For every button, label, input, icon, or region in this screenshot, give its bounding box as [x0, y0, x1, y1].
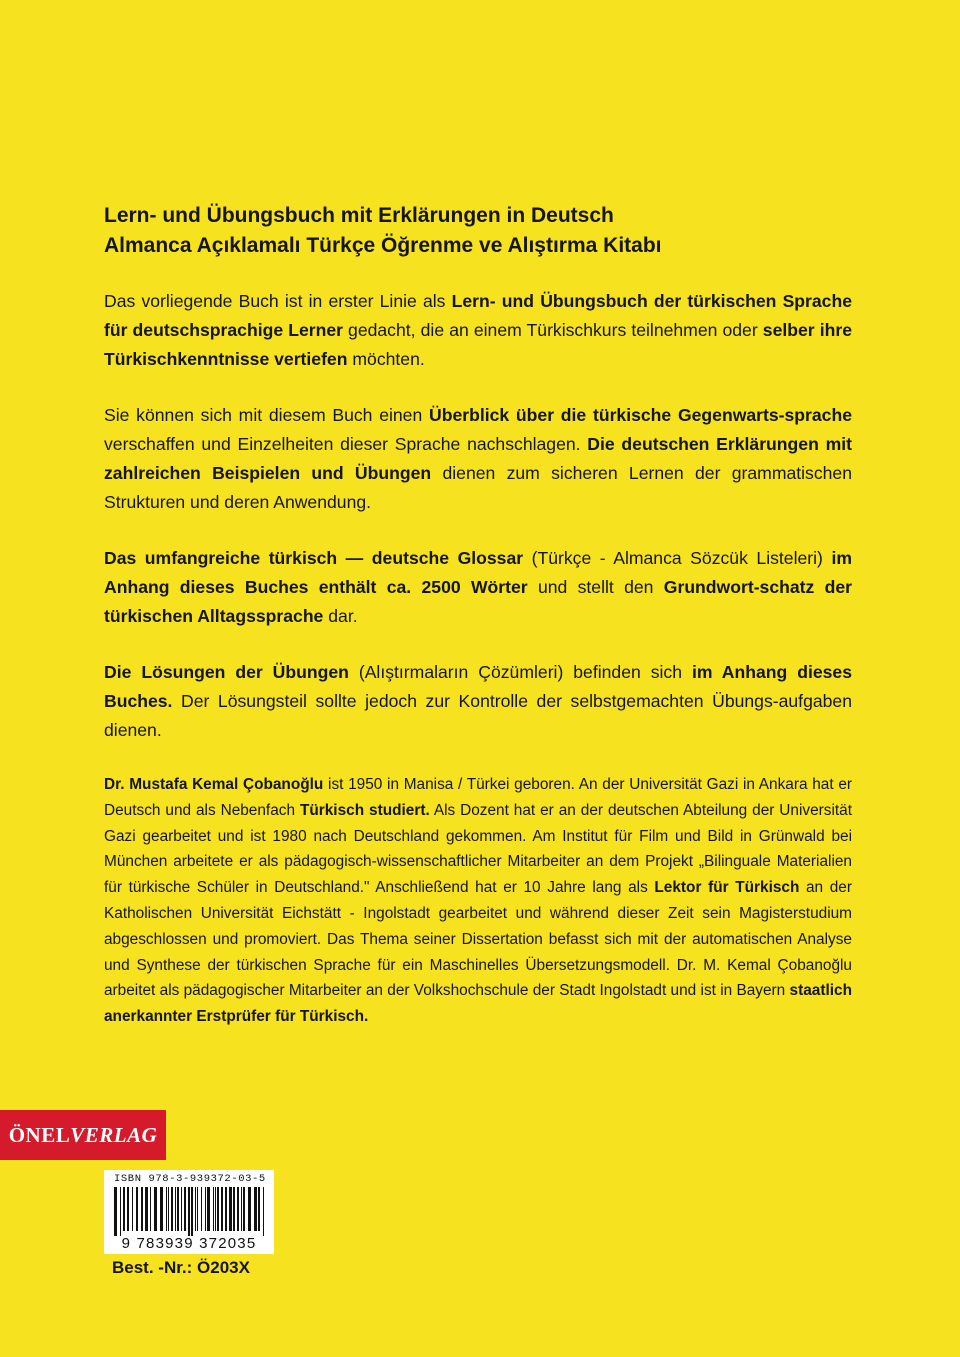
barcode-bar [184, 1187, 186, 1231]
text-run: und stellt den [527, 577, 664, 597]
barcode-bars [112, 1187, 268, 1236]
cover-heading [104, 201, 852, 261]
publisher-logo [0, 1110, 166, 1160]
text-run: verschaffen und Einzelheiten dieser Sprache nachschlagen. [104, 434, 588, 454]
text-run: dar. [323, 606, 358, 626]
ean-digits: 9 783939 372035 [121, 1235, 257, 1252]
barcode-bar [233, 1187, 235, 1231]
barcode-bar [248, 1187, 251, 1231]
barcode-bar [217, 1187, 219, 1231]
barcode-bar [213, 1187, 214, 1231]
text-run: (Türkçe - Almanca Sözcük Listeleri) [523, 548, 832, 568]
barcode-bar [263, 1187, 264, 1236]
emphasized-text: Überblick über die türkische Gegenwarts-sprache [429, 405, 852, 425]
barcode-bar [166, 1187, 167, 1231]
barcode-bar [201, 1187, 202, 1231]
description-paragraphs [104, 287, 852, 745]
barcode-bar [241, 1187, 242, 1231]
emphasized-text: Lern- und Übungsbuch der türkischen Sprache für deutschsprachige Lerner [104, 291, 852, 340]
barcode-bar [258, 1187, 260, 1231]
order-number: Best. -Nr.: Ö203X [112, 1258, 250, 1277]
barcode-bar [197, 1187, 198, 1231]
emphasized-text: im Anhang dieses Buches enthält ca. 2500 Wörter [104, 548, 852, 597]
text-run: möchten. [347, 349, 425, 369]
barcode-bar [171, 1187, 173, 1231]
emphasized-text: Das umfangreiche türkisch — deutsche Glossar [104, 548, 524, 568]
emphasized-text: staatlich anerkannter Erstprüfer für Türkisch. [104, 982, 852, 1026]
barcode-bar [154, 1187, 157, 1231]
barcode-bar [120, 1187, 121, 1236]
emphasized-text: Grundwort-schatz der türkischen Alltagssprache [104, 577, 852, 626]
emphasized-text: Die deutschen Erklärungen mit zahlreichen Beispielen und Übungen [104, 434, 852, 483]
text-run: Der Lösungsteil sollte jedoch zur Kontrolle der selbstgemachten Übungs-aufgaben dienen. [104, 691, 852, 740]
isbn-label: ISBN 978-3-939372-03-5 [114, 1173, 266, 1185]
barcode-bar [237, 1187, 239, 1231]
barcode-bar [254, 1187, 257, 1231]
barcode-bar [215, 1187, 216, 1231]
emphasized-text: Dr. Mustafa Kemal Çobanoğlu [104, 776, 324, 793]
heading-line-german: Lern- und Übungsbuch mit Erklärungen in Deutsch [104, 204, 614, 227]
barcode-bar [188, 1187, 190, 1236]
barcode-bar [207, 1187, 210, 1231]
barcode-bar [132, 1187, 133, 1231]
barcode-bar [160, 1187, 163, 1231]
author-biography [104, 772, 852, 1030]
description-paragraph [104, 401, 852, 517]
barcode-bar [136, 1187, 138, 1231]
barcode-bar [175, 1187, 176, 1231]
emphasized-text: im Anhang dieses Buches. [104, 662, 852, 711]
emphasized-text: Die Lösungen der Übungen [104, 662, 349, 682]
barcode-bar [243, 1187, 245, 1231]
text-run: Als Dozent hat er an der deutschen Abteilung der Universität Gazi gearbeitet und ist 1980 nach Deutschland gekommen. Am Institut für Film und Bild in Grünwald bei München arbeitete er als pädagogisch-wissenschaftlicher Mitarbeiter an dem Projekt „Bilinguale Materialien für türkische Schüler in Deutschland." Anschließend hat er 10 Jahre lang als [104, 801, 853, 897]
emphasized-text: Türkisch studiert. [299, 801, 430, 819]
barcode-bar [195, 1187, 196, 1231]
barcode-bar [225, 1187, 227, 1231]
barcode-bar [150, 1187, 151, 1231]
barcode-bar [123, 1187, 125, 1231]
barcode-bar [205, 1187, 206, 1231]
barcode-bar [141, 1187, 143, 1231]
text-run: (Alıştırmaların Çözümleri) befinden sich [348, 662, 692, 682]
publisher-logo-part2: VERLAG [70, 1122, 158, 1147]
emphasized-text: selber ihre Türkischkenntnisse vertiefen [104, 320, 852, 369]
description-paragraph [104, 544, 852, 631]
barcode-bar [168, 1187, 169, 1231]
barcode-bar [177, 1187, 179, 1231]
text-run: an der Katholischen Universität Eichstätt - Ingolstadt gearbeitet und während dieser Zeit sein Magisterstudium abgeschlossen und promoviert. Das Thema seiner Dissertation befasst sich mit der automatischen Analyse und Synthese der türkischen Sprache für ein Maschinelles Übersetzungsmodell. Dr. M. Kemal Çobanoğlu arbeitet als pädagogischer Mitarbeiter an der Volkshochschule der Stadt Ingolstadt und ist in Bayern [104, 879, 852, 1000]
barcode-bar [229, 1187, 232, 1231]
isbn-barcode [104, 1170, 274, 1254]
description-paragraph [104, 658, 852, 745]
description-paragraph [104, 287, 852, 374]
heading-line-turkish: Almanca Açıklamalı Türkçe Öğrenme ve Alıştırma Kitabı [104, 234, 662, 257]
barcode-bar [114, 1187, 117, 1236]
text-run: ist 1950 in Manisa / Türkei geboren. An der Universität Gazi in Ankara hat er Deutsch und als Nebenfach [104, 776, 853, 819]
barcode-bar [221, 1187, 223, 1231]
barcode-bar [191, 1187, 193, 1236]
barcode-bar [127, 1187, 129, 1231]
barcode-bar [181, 1187, 182, 1231]
text-run: gedacht, die an einem Türkischkurs teilnehmen oder [342, 320, 763, 340]
emphasized-text: Lektor für Türkisch [654, 879, 800, 897]
text-run: Das vorliegende Buch ist in erster Linie als [104, 291, 452, 311]
text-run: Sie können sich mit diesem Buch einen [104, 405, 429, 425]
publisher-logo-part1: ÖNEL [8, 1122, 71, 1147]
barcode-bar [145, 1187, 148, 1231]
cover-text-block [104, 201, 852, 1030]
text-run: dienen zum sicheren Lernen der grammatischen Strukturen und deren Anwendung. [104, 463, 853, 512]
